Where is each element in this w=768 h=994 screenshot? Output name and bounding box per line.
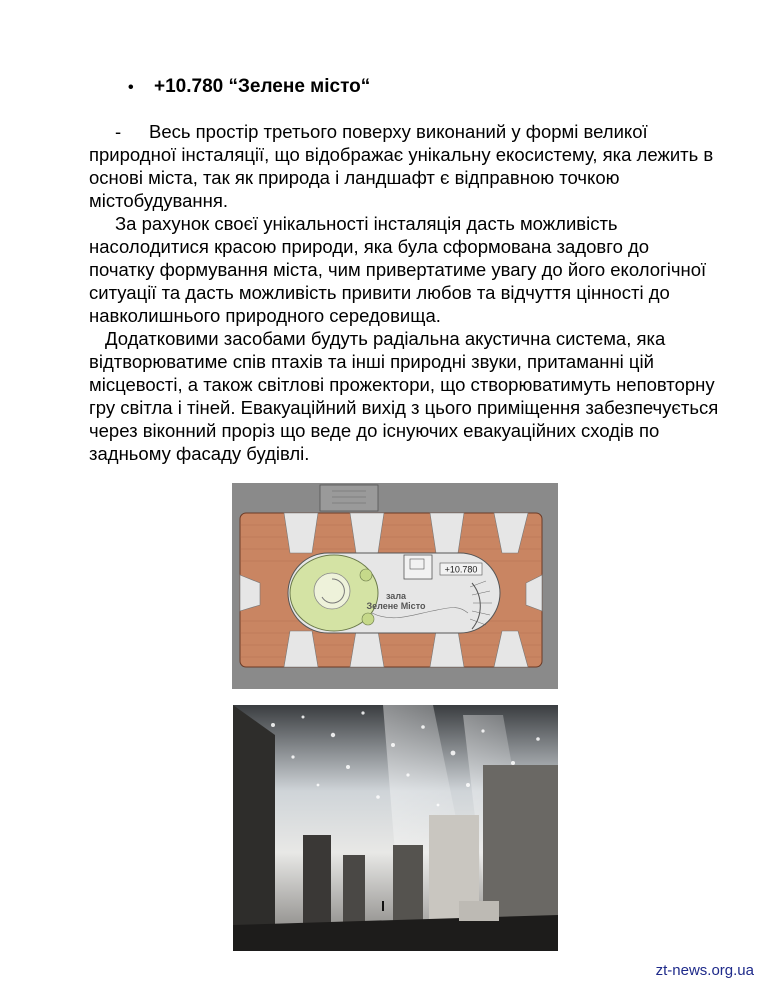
plan-level-label: +10.780 [444, 564, 478, 575]
plan-room-label-2: Зелене Місто [366, 601, 426, 611]
section-heading-text: +10.780 “Зелене місто“ [154, 76, 371, 97]
paragraph-2: За рахунок своєї унікальності інсталяція дасть можливість насолодитися красою природи, яка була сформована задовго до початку формування міста, чим привертатиме увагу до його екологічної ситуації та дасть можливість привити любов та відчуття цінності до навколишнього природного середовища. [89, 213, 707, 326]
paragraph-3: Додатковими засобами будуть радіальна акустична система, яка відтворюватиме спів птахів та інші природні звуки, притаманні цій місцевості, а також світлові прожектори, що створюватимуть неповторну гру світла і тіней. Евакуаційний вихід з цього приміщення забезпечується через віконний проріз що веде до існуючих евакуаційних сходів по задньому фасаду будівлі. [89, 328, 719, 464]
dash-marker: - [115, 121, 122, 142]
section-heading [128, 76, 370, 98]
render-left-wall [233, 705, 275, 951]
paragraph-1-text: Весь простір третього поверху виконаний у формі великої природної інсталяції, що відображає унікальну екосистему, яка лежить в основі міста, так як природа і ландшафт є відправною точкою містобудування. [89, 121, 714, 211]
bullet-icon: • [128, 79, 134, 96]
plan-top-stair [320, 485, 378, 511]
paragraph-1 [89, 120, 719, 212]
footer-site-watermark: zt-news.org.ua [655, 962, 754, 979]
installation-render-image [233, 705, 558, 951]
floor-plan-image [232, 483, 558, 689]
plan-room-label-1: зала [385, 591, 407, 601]
